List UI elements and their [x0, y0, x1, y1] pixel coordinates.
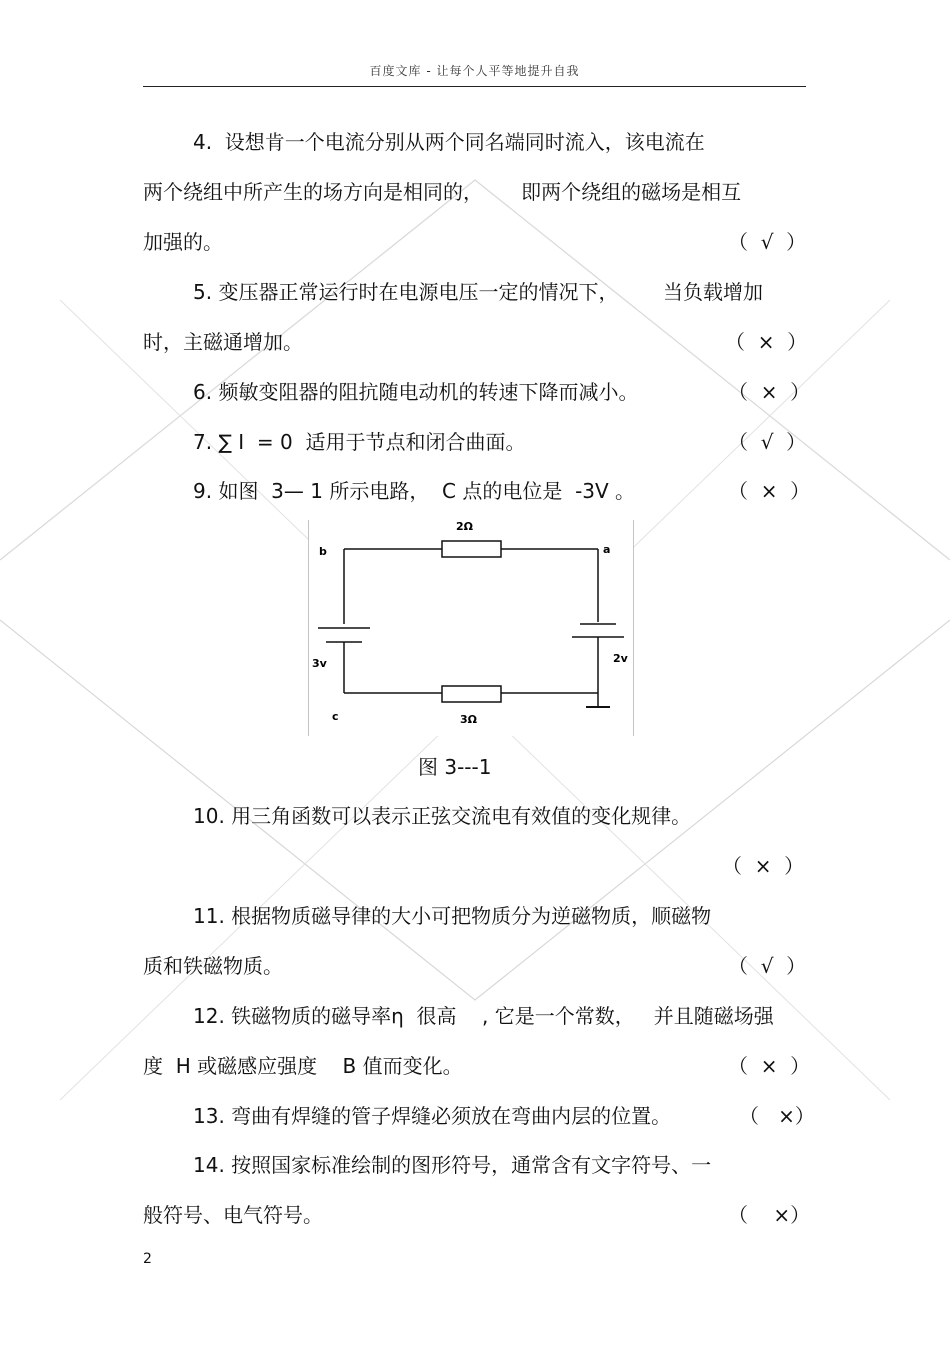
item-5-line-1: 5. 变压器正常运行时在电源电压一定的情况下， 当负载增加: [193, 280, 763, 304]
header-divider: [143, 86, 806, 87]
item-7-answer: （ √ ）: [728, 430, 807, 454]
node-b-label: b: [319, 545, 327, 558]
item-10-answer: （ × ）: [722, 854, 805, 878]
item-7-line-1: 7. ∑ I = 0 适用于节点和闭合曲面。: [193, 430, 526, 454]
item-6-answer: （ × ）: [728, 380, 811, 404]
item-5-answer: （ × ）: [725, 330, 808, 354]
item-13-answer: （ ×）: [739, 1104, 815, 1128]
item-4-line-2: 两个绕组中所产生的场方向是相同的， 即两个绕组的磁场是相互: [143, 180, 742, 204]
node-c-label: c: [332, 710, 339, 723]
battery-left-label: 3v: [312, 657, 327, 670]
circuit-diagram: [308, 520, 634, 736]
node-a-label: a: [603, 543, 611, 556]
item-11-line-1: 11. 根据物质磁导律的大小可把物质分为逆磁物质，顺磁物: [193, 904, 712, 928]
resistor-top-label: 2Ω: [456, 520, 474, 533]
item-4-line-1: 4. 设想肯一个电流分别从两个同名端同时流入，该电流在: [193, 130, 705, 154]
item-12-line-2: 度 H 或磁感应强度 B 值而变化。: [143, 1054, 463, 1078]
item-14-line-1: 14. 按照国家标准绘制的图形符号，通常含有文字符号、一: [193, 1153, 712, 1177]
item-4-answer: （ √ ）: [728, 230, 807, 254]
item-12-answer: （ × ）: [728, 1054, 811, 1078]
item-6-line-1: 6. 频敏变阻器的阻抗随电动机的转速下降而减小。: [193, 380, 639, 404]
item-11-answer: （ √ ）: [728, 954, 807, 978]
item-9-line-1: 9. 如图 3— 1 所示电路， C 点的电位是 -3V 。: [193, 479, 636, 503]
item-11-line-2: 质和铁磁物质。: [143, 954, 283, 978]
item-5-line-2: 时，主磁通增加。: [143, 330, 303, 354]
item-9-answer: （ × ）: [728, 479, 811, 503]
item-10-line-1: 10. 用三角函数可以表示正弦交流电有效值的变化规律。: [193, 804, 692, 828]
page-number: 2: [143, 1251, 152, 1267]
item-14-line-2: 般符号、电气符号。: [143, 1203, 323, 1227]
item-4-line-3: 加强的。: [143, 230, 223, 254]
item-12-line-1: 12. 铁磁物质的磁导率η 很高 , 它是一个常数， 并且随磁场强: [193, 1004, 774, 1028]
item-13-line-1: 13. 弯曲有焊缝的管子焊缝必须放在弯曲内层的位置。: [193, 1104, 672, 1128]
figure-caption: 图 3---1: [418, 755, 492, 779]
item-14-answer: （ ×）: [728, 1203, 811, 1227]
page-header: 百度文库 - 让每个人平等地提升自我: [369, 64, 580, 78]
battery-right-label: 2v: [613, 652, 628, 665]
resistor-bottom-label: 3Ω: [460, 713, 478, 726]
